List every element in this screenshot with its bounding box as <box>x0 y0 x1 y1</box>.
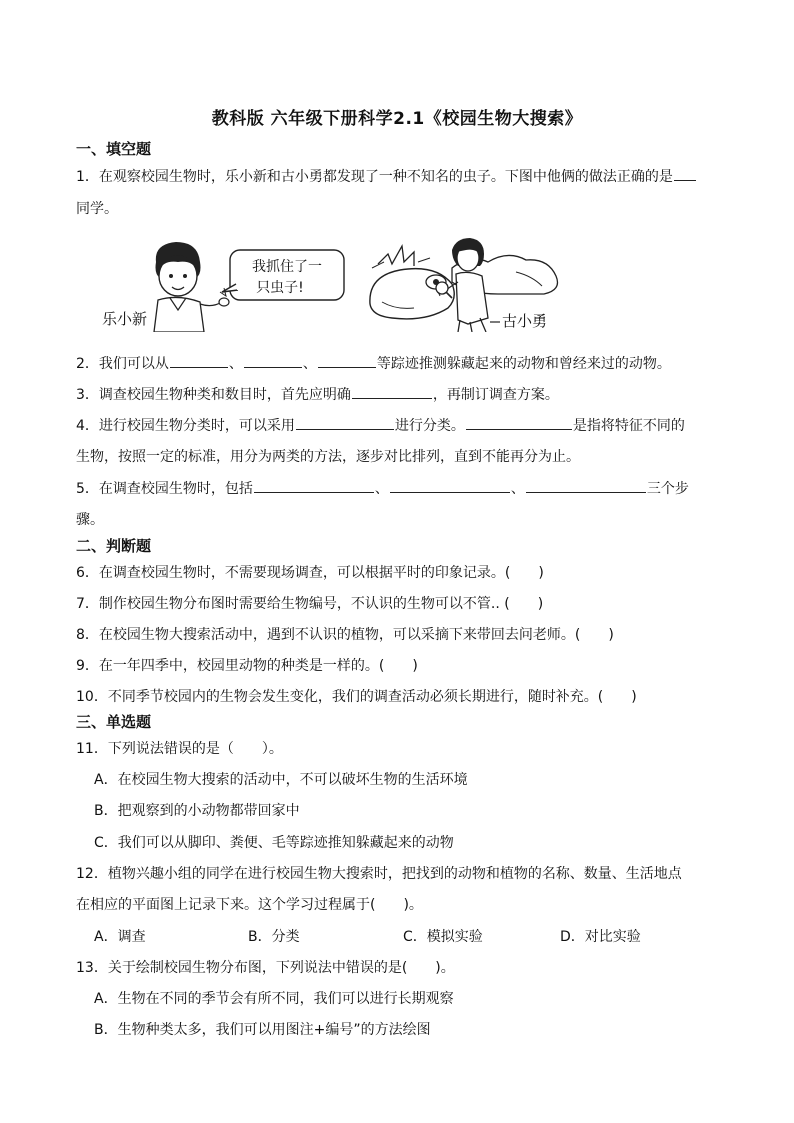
question-4-text-c: 是指将特征不同的 <box>572 418 685 434</box>
answer-blank[interactable] <box>296 415 394 430</box>
section-heading-fill: 一、填空题 <box>76 140 152 158</box>
answer-blank[interactable] <box>390 478 510 493</box>
question-12-option-d[interactable]: D．对比实验 <box>560 929 641 945</box>
question-2 <box>76 353 671 373</box>
question-1-illustration <box>96 232 606 332</box>
question-3 <box>76 384 559 404</box>
question-13-option-b[interactable]: B．生物种类太多，我们可以用图注+编号”的方法绘图 <box>94 1022 431 1038</box>
question-3-text-a: 3．调查校园生物种类和数目时，首先应明确 <box>76 387 351 403</box>
section-heading-choice: 三、单选题 <box>76 713 152 731</box>
question-2-text-a: 2．我们可以从 <box>76 356 169 372</box>
question-8: 8．在校园生物大搜索活动中，遇到不认识的植物，可以采摘下来带回去问老师。( ) <box>76 627 614 643</box>
question-11-option-a[interactable]: A．在校园生物大搜索的活动中，不可以破坏生物的生活环境 <box>94 772 468 788</box>
question-9: 9．在一年四季中，校园里动物的种类是一样的。( ) <box>76 658 418 674</box>
answer-blank[interactable] <box>352 384 432 399</box>
speech-bubble <box>222 250 344 300</box>
answer-blank[interactable] <box>318 353 376 368</box>
boy-right-illustration <box>436 238 488 332</box>
name-label-left: 乐小新 <box>102 310 148 328</box>
question-4-line-1 <box>76 415 685 435</box>
question-4-text-a: 4．进行校园生物分类时，可以采用 <box>76 418 295 434</box>
separator: 、 <box>228 356 243 372</box>
question-1-line-1 <box>76 166 697 186</box>
question-12-option-a[interactable]: A．调查 <box>94 929 146 945</box>
question-5-text-a: 5．在调查校园生物时，包括 <box>76 481 253 497</box>
question-4-line-2: 生物，按照一定的标准，用分为两类的方法，逐步对比排列，直到不能再分为止。 <box>76 449 580 465</box>
question-10: 10．不同季节校园内的生物会发生变化，我们的调查活动必须长期进行，随时补充。( ) <box>76 689 637 705</box>
separator: 、 <box>374 481 389 497</box>
question-3-text-b: ，再制订调查方案。 <box>432 387 559 403</box>
question-5-text-b: 三个步 <box>646 481 689 497</box>
question-4-text-b: 进行分类。 <box>394 418 465 434</box>
question-11-option-c[interactable]: C．我们可以从脚印、粪便、毛等踪迹推知躲藏起来的动物 <box>94 835 454 851</box>
question-12-line-2: 在相应的平面图上记录下来。这个学习过程属于( )。 <box>76 897 423 913</box>
question-6: 6．在调查校园生物时，不需要现场调查，可以根据平时的印象记录。( ) <box>76 565 544 581</box>
answer-blank[interactable] <box>526 478 646 493</box>
question-12-option-b[interactable]: B．分类 <box>248 929 300 945</box>
separator: 、 <box>302 356 317 372</box>
answer-blank[interactable] <box>244 353 302 368</box>
document-title: 教科版 六年级下册科学2.1《校园生物大搜索》 <box>211 109 583 129</box>
boy-left-illustration <box>154 242 229 332</box>
question-2-text-b: 等踪迹推测躲藏起来的动物和曾经来过的动物。 <box>376 356 671 372</box>
answer-blank[interactable] <box>254 478 374 493</box>
question-1-line-2: 同学。 <box>76 201 118 217</box>
answer-blank[interactable] <box>466 415 572 430</box>
question-7: 7．制作校园生物分布图时需要给生物编号，不认识的生物可以不管.. ( ) <box>76 596 544 612</box>
answer-blank[interactable] <box>674 166 696 181</box>
separator: 、 <box>510 481 525 497</box>
question-11-option-b[interactable]: B．把观察到的小动物都带回家中 <box>94 803 300 819</box>
question-1-text: 1．在观察校园生物时，乐小新和古小勇都发现了一种不知名的虫子。下图中他俩的做法正确的是 <box>76 169 673 185</box>
question-11: 11．下列说法错误的是（ ）。 <box>76 741 283 757</box>
speech-text-line-1: 我抓住了一 <box>252 259 322 275</box>
question-5-line-1 <box>76 478 689 498</box>
question-12-option-c[interactable]: C．模拟实验 <box>403 929 483 945</box>
question-5-line-2: 骤。 <box>76 512 104 528</box>
question-12-line-1: 12．植物兴趣小组的同学在进行校园生物大搜索时，把找到的动物和植物的名称、数量、生活地点 <box>76 866 682 882</box>
answer-blank[interactable] <box>170 353 228 368</box>
question-13: 13．关于绘制校园生物分布图，下列说法中错误的是( )。 <box>76 960 455 976</box>
question-13-option-a[interactable]: A．生物在不同的季节会有所不同，我们可以进行长期观察 <box>94 991 454 1007</box>
speech-text-line-2: 只虫子! <box>256 280 304 296</box>
section-heading-judge: 二、判断题 <box>76 537 152 555</box>
name-label-right: 古小勇 <box>502 312 548 330</box>
